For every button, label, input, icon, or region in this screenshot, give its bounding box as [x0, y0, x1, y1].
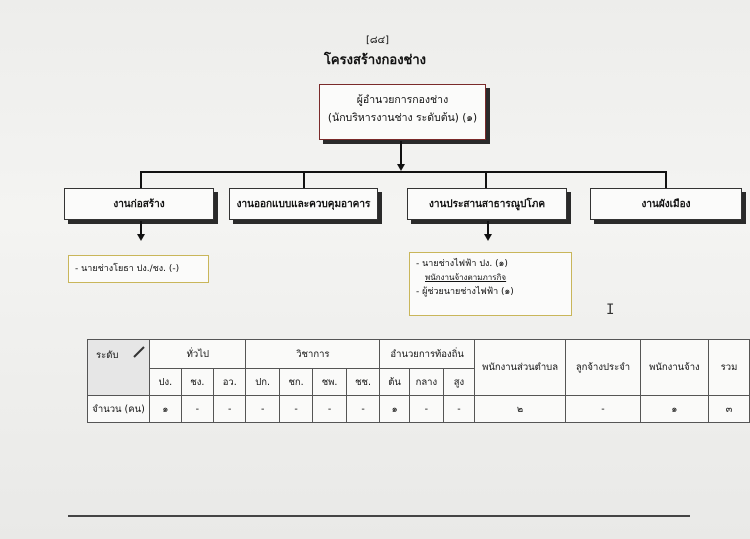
count-cell: - [566, 396, 641, 423]
level-header-cell [88, 340, 150, 396]
sub-header: สูง [443, 369, 474, 396]
count-cell: - [313, 396, 346, 423]
utilities-staff-box [409, 252, 572, 316]
sub-header: ชช. [346, 369, 380, 396]
page-title: โครงสร้างกองช่าง [323, 53, 427, 68]
bottom-rule [68, 515, 690, 517]
sub-header: ปก. [246, 369, 279, 396]
count-cell: ๒ [475, 396, 566, 423]
header-contract-employee: พนักงานจ้าง [640, 340, 708, 396]
construction-staff-item: - นายช่างโยธา ปง./ชง. (-) [75, 264, 180, 274]
sub-header: ชก. [279, 369, 312, 396]
sub-header: ต้น [380, 369, 410, 396]
dept-town-planning: งานผังเมือง [590, 188, 742, 220]
dept-construction: งานก่อสร้าง [64, 188, 214, 220]
group-director: อำนวยการท้องถิ่น [380, 340, 475, 369]
count-cell: ๓ [708, 396, 749, 423]
utilities-staff-item-1: - นายช่างไฟฟ้า ปง. (๑) [416, 259, 508, 269]
utilities-staff-item-2: - ผู้ช่วยนายช่างไฟฟ้า (๑) [416, 287, 514, 297]
sub-arrow-utilities [484, 234, 492, 241]
count-cell: - [246, 396, 279, 423]
sub-header: ปง. [150, 369, 181, 396]
page-number: [๘๔] [366, 35, 390, 46]
sub-header: ชง. [181, 369, 213, 396]
director-connector [400, 141, 402, 165]
count-cell: ๑ [380, 396, 410, 423]
branch-line [140, 171, 666, 173]
director-rank: (นักบริหารงานช่าง ระดับต้น) (๑) [327, 112, 478, 124]
count-label: จำนวน (คน) [88, 396, 150, 423]
count-cell: - [443, 396, 474, 423]
staffing-table [87, 339, 750, 423]
dept-connector-4 [665, 171, 667, 188]
director-box [319, 84, 486, 140]
sub-header: กลาง [409, 369, 443, 396]
diagonal-pencil-icon [132, 345, 146, 359]
count-cell: - [181, 396, 213, 423]
sub-header: อว. [214, 369, 246, 396]
utilities-staff-heading: พนักงานจ้างตามภารกิจ [425, 273, 507, 282]
count-cell: - [279, 396, 312, 423]
group-academic: วิชาการ [246, 340, 380, 369]
text-cursor-icon: I [606, 302, 615, 318]
dept-connector-3 [485, 171, 487, 188]
dept-connector-2 [303, 171, 305, 188]
count-cell: - [214, 396, 246, 423]
header-total: รวม [708, 340, 749, 396]
sub-arrow-construction [137, 234, 145, 241]
dept-design-control: งานออกแบบและควบคุมอาคาร [229, 188, 378, 220]
sub-header: ชพ. [313, 369, 346, 396]
sub-connector-construction [140, 221, 142, 235]
dept-connector-1 [140, 171, 142, 188]
group-general: ทั่วไป [150, 340, 246, 369]
count-cell: ๑ [640, 396, 708, 423]
count-cell: ๑ [150, 396, 181, 423]
sub-connector-utilities [487, 221, 489, 235]
count-cell: - [346, 396, 380, 423]
construction-staff-box [68, 255, 209, 283]
count-cell: - [409, 396, 443, 423]
level-label: ระดับ [96, 350, 119, 361]
director-title: ผู้อำนวยการกองช่าง [356, 94, 449, 106]
director-arrow [397, 164, 405, 171]
dept-utilities: งานประสานสาธารณูปโภค [407, 188, 567, 220]
header-subdistrict-staff: พนักงานส่วนตำบล [475, 340, 566, 396]
header-permanent-employee: ลูกจ้างประจำ [566, 340, 641, 396]
